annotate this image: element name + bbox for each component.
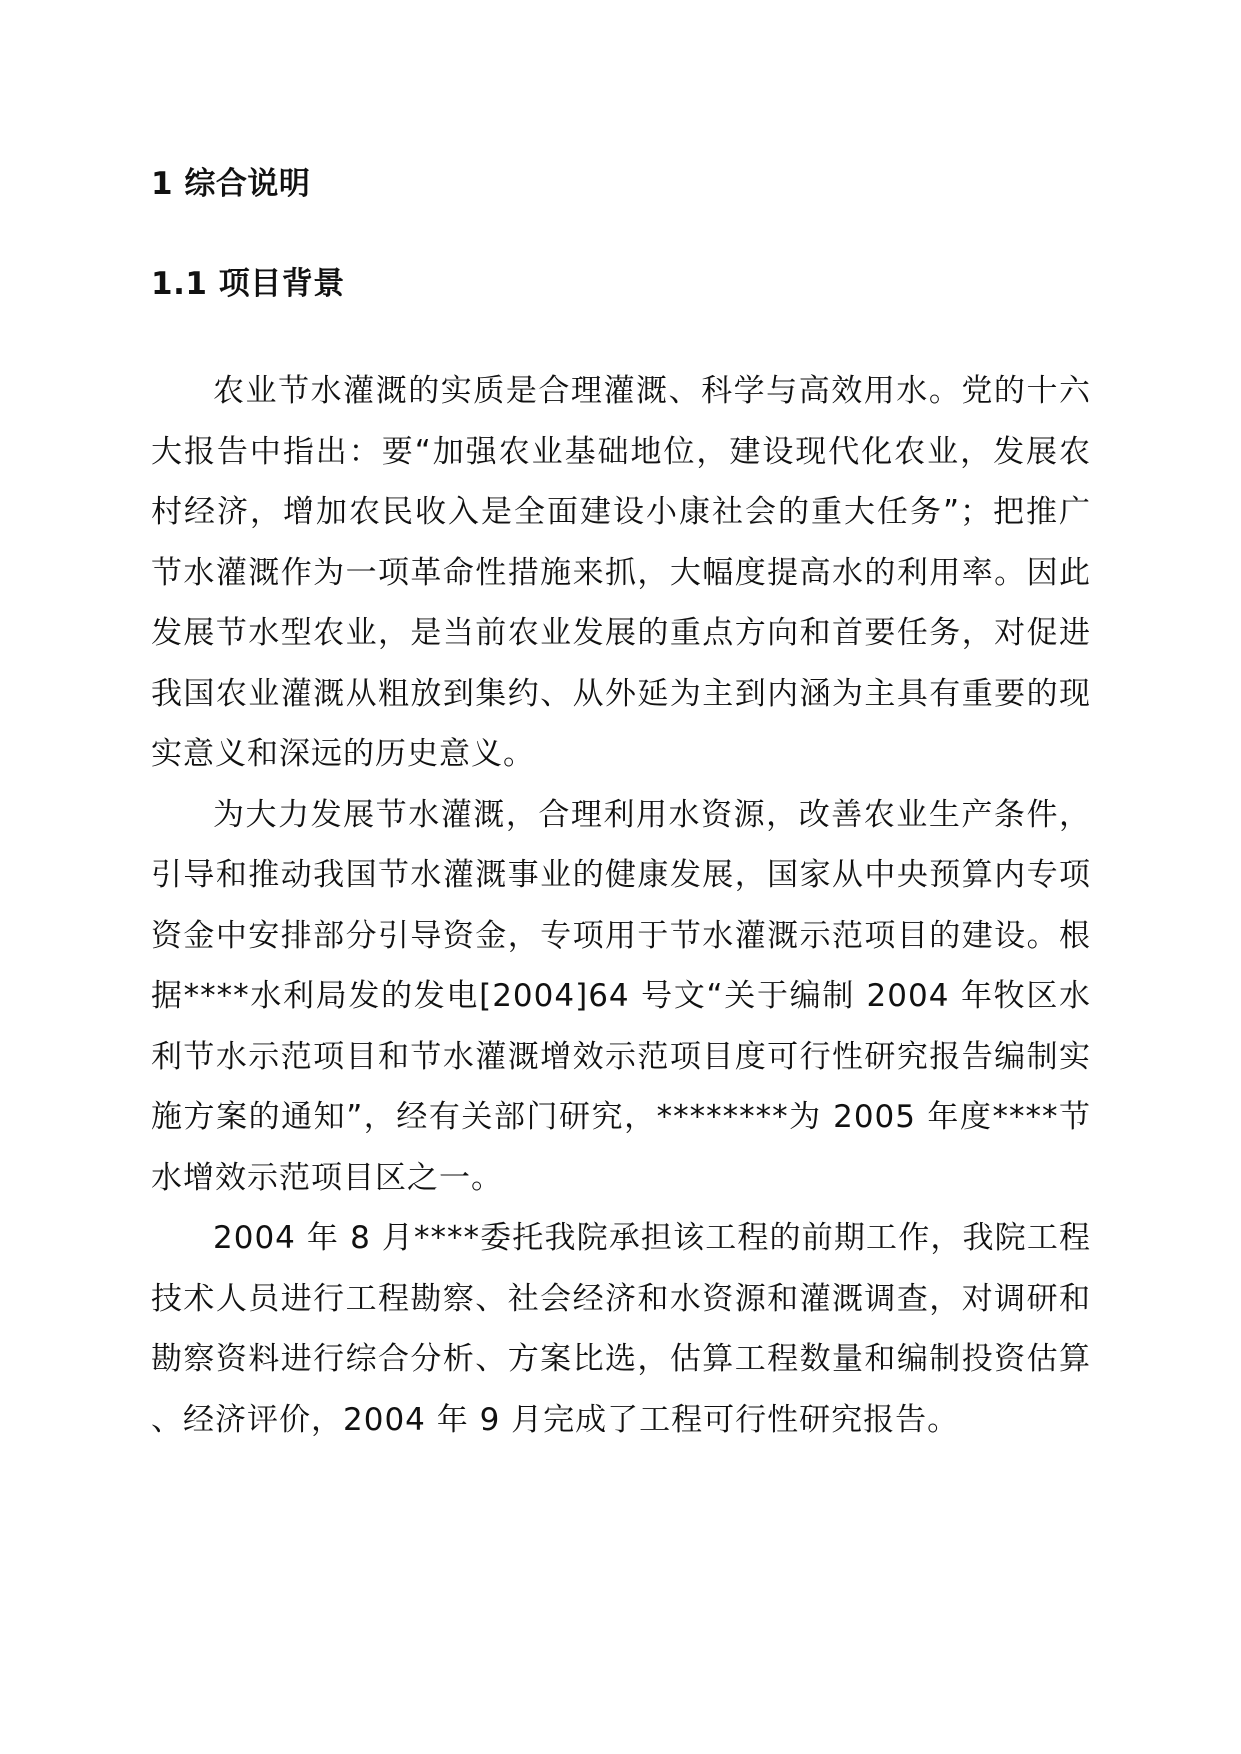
subsection-heading: 1.1 项目背景 bbox=[151, 266, 345, 302]
paragraph-background: 农业节水灌溉的实质是合理灌溉、科学与高效用水。党的十六大报告中指出：要“加强农业基础地位，建设现代化农业，发展农村经济，增加农民收入是全面建设小康社会的重大任务”；把推广节水灌溉作为一项革命性措施来抓，大幅度提高水的利用率。因此发展节水型农业，是当前农业发展的重点方向和首要任务，对促进我国农业灌溉从粗放到集约、从外延为主到内涵为主具有重要的现实意义和深远的历史意义。 bbox=[151, 373, 1091, 772]
body-text bbox=[151, 361, 1091, 1450]
section-heading: 1 综合说明 bbox=[151, 166, 311, 202]
paragraph-work: 2004 年 8 月****委托我院承担该工程的前期工作，我院工程技术人员进行工程勘察、社会经济和水资源和灌溉调查，对调研和勘察资料进行综合分析、方案比选，估算工程数量和编制投资估算、经济评价，2004 年 9 月完成了工程可行性研究报告。 bbox=[151, 1220, 1091, 1438]
paragraph-funding: 为大力发展节水灌溉，合理利用水资源，改善农业生产条件，引导和推动我国节水灌溉事业的健康发展，国家从中央预算内专项资金中安排部分引导资金，专项用于节水灌溉示范项目的建设。根据****水利局发的发电[2004]64 号文“关于编制 2004 年牧区水利节水示范项目和节水灌溉增效示范项目度可行性研究报告编制实施方案的通知”，经有关部门研究，********为 2005 年度****节水增效示范项目区之一。 bbox=[151, 796, 1091, 1196]
